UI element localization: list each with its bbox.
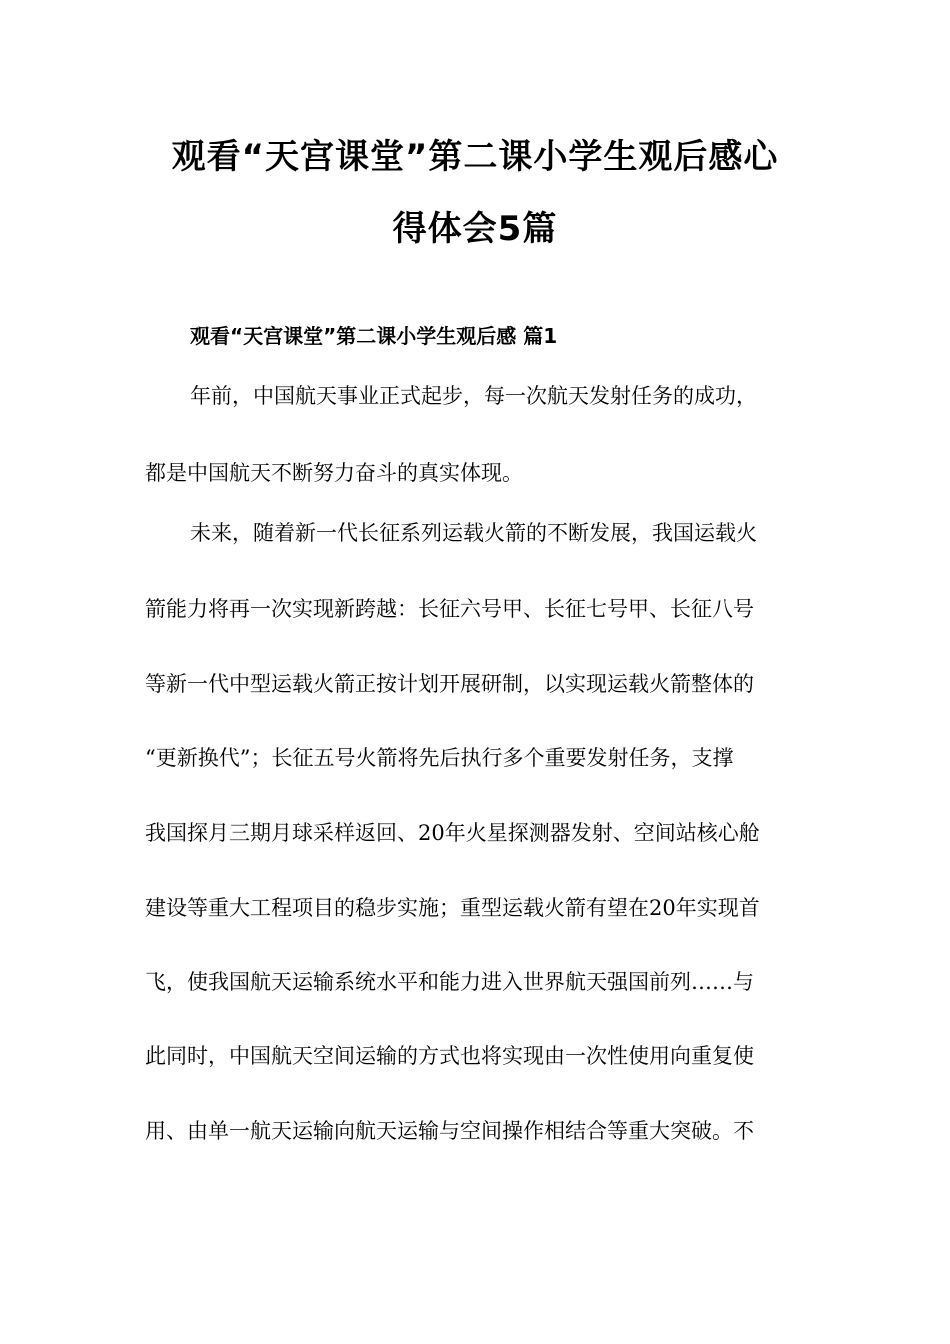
paragraph-line: 建设等重大工程项目的稳步实施；重型运载火箭有望在20年实现首 [145,896,760,920]
paragraph-line: 此同时，中国航天空间运输的方式也将实现由一次性使用向重复使 [145,1044,754,1068]
paragraph-line: 我国探月三期月球采样返回、20年火星探测器发射、空间站核心舱 [145,821,760,845]
paragraph-line: 未来，随着新一代长征系列运载火箭的不断发展，我国运载火 [190,521,757,545]
section-heading: 观看“天宫课堂”第二课小学生观后感 篇1 [190,324,558,348]
paragraph-line: 箭能力将再一次实现新跨越：长征六号甲、长征七号甲、长征八号 [145,597,754,621]
paragraph-line: 等新一代中型运载火箭正按计划开展研制，以实现运载火箭整体的 [145,672,754,696]
paragraph-line: “更新换代”；长征五号火箭将先后执行多个重要发射任务，支撑 [145,746,734,770]
paragraph-line: 飞，使我国航天运输系统水平和能力进入世界航天强国前列……与 [145,970,754,994]
paragraph-line: 用、由单一航天运输向航天运输与空间操作相结合等重大突破。不 [145,1119,754,1143]
paragraph-line: 都是中国航天不断努力奋斗的真实体现。 [145,461,523,485]
document-title-line-1: 观看“天宫课堂”第二课小学生观后感心 [171,137,779,177]
document-title-line-2: 得体会5篇 [392,209,558,249]
paragraph-line: 年前，中国航天事业正式起步，每一次航天发射任务的成功， [190,384,757,408]
